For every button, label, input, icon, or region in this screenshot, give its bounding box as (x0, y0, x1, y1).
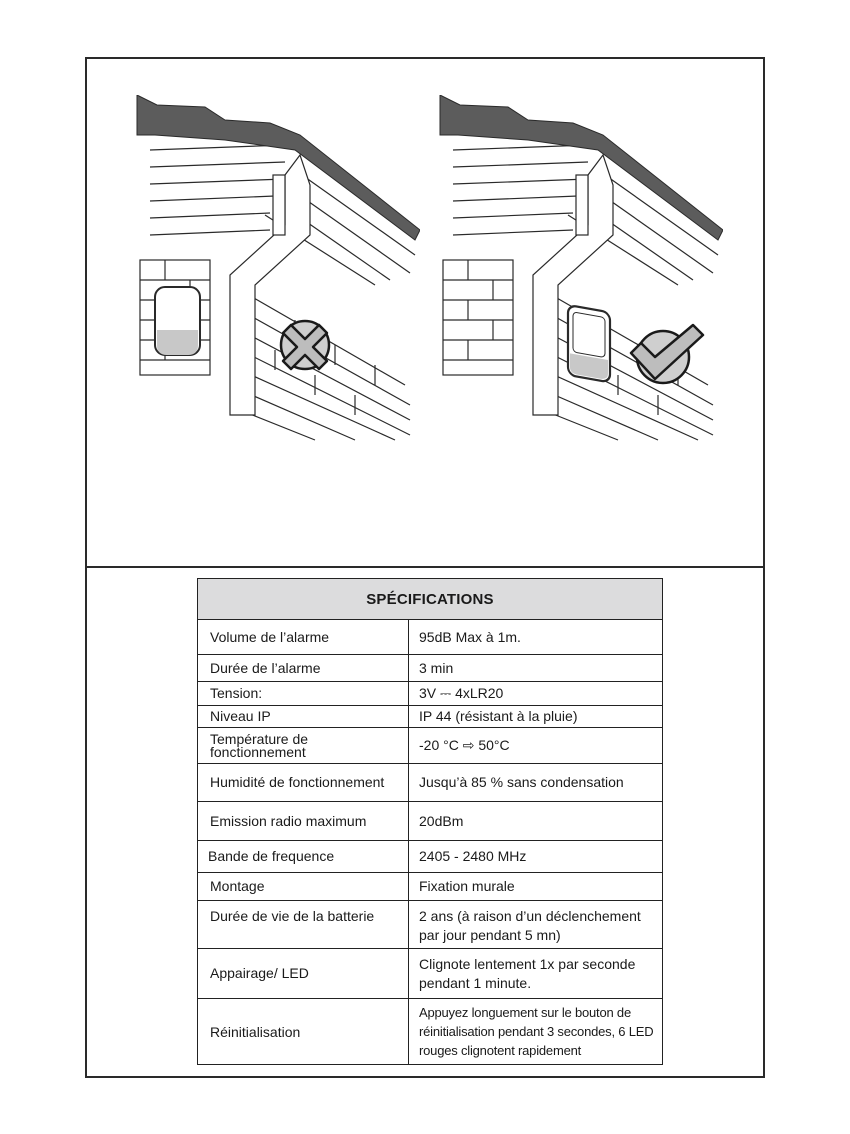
table-row (198, 901, 662, 949)
row-label: Durée de l’alarme (210, 659, 321, 676)
siren-device-icon (568, 305, 610, 382)
row-label: Appairage/ LED (210, 965, 309, 981)
row-value: Clignote lentement 1x par seconde pendant 1 minute. (419, 955, 636, 991)
table-row (198, 706, 662, 728)
row-label: Montage (210, 878, 265, 894)
table-row (198, 873, 662, 901)
row-label: Emission radio maximum (210, 812, 367, 829)
illustration-wrong-placement (135, 95, 420, 445)
illustration-correct-placement (438, 95, 723, 445)
row-value: -20 °C ⇨ 50°C (419, 737, 510, 753)
section-divider (85, 566, 765, 568)
table-row (198, 999, 662, 1065)
row-label: Niveau IP (210, 708, 271, 724)
row-value: Jusqu’à 85 % sans condensation (419, 774, 624, 790)
table-row (198, 728, 662, 764)
cross-mark-icon (281, 321, 329, 369)
row-value: 3V ⎓ 4xLR20 (419, 685, 504, 701)
table-row (198, 620, 662, 655)
row-label: Réinitialisation (210, 1023, 301, 1040)
table-row (198, 841, 662, 873)
row-value: 20dBm (419, 812, 464, 829)
table-row (198, 682, 662, 706)
row-label: Durée de vie de la batterie (210, 908, 375, 924)
row-value: IP 44 (résistant à la pluie) (419, 708, 578, 724)
table-title: SPÉCIFICATIONS (198, 579, 662, 620)
siren-device-icon (155, 287, 200, 355)
row-label: Température de fonctionnement (210, 730, 309, 760)
table-row (198, 764, 662, 802)
table-row (198, 949, 662, 999)
row-value: 2 ans (à raison d’un déclenchement par jour pendant 5 mn) (419, 908, 641, 943)
table-row (198, 655, 662, 682)
row-value: Appuyez longuement sur le bouton de réinitialisation pendant 3 secondes, 6 LED rouges clignotent rapidement (419, 1004, 654, 1058)
check-mark-icon (631, 325, 703, 383)
row-value: Fixation murale (419, 878, 515, 894)
row-label: Tension: (210, 685, 263, 701)
row-label: Humidité de fonctionnement (210, 774, 385, 790)
row-value: 2405 - 2480 MHz (419, 848, 527, 864)
specifications-table (197, 578, 663, 1065)
row-value: 3 min (419, 659, 454, 676)
row-value: 95dB Max à 1m. (419, 628, 521, 645)
row-label: Volume de l’alarme (210, 628, 330, 645)
row-label: Bande de frequence (208, 848, 335, 864)
table-row (198, 802, 662, 841)
